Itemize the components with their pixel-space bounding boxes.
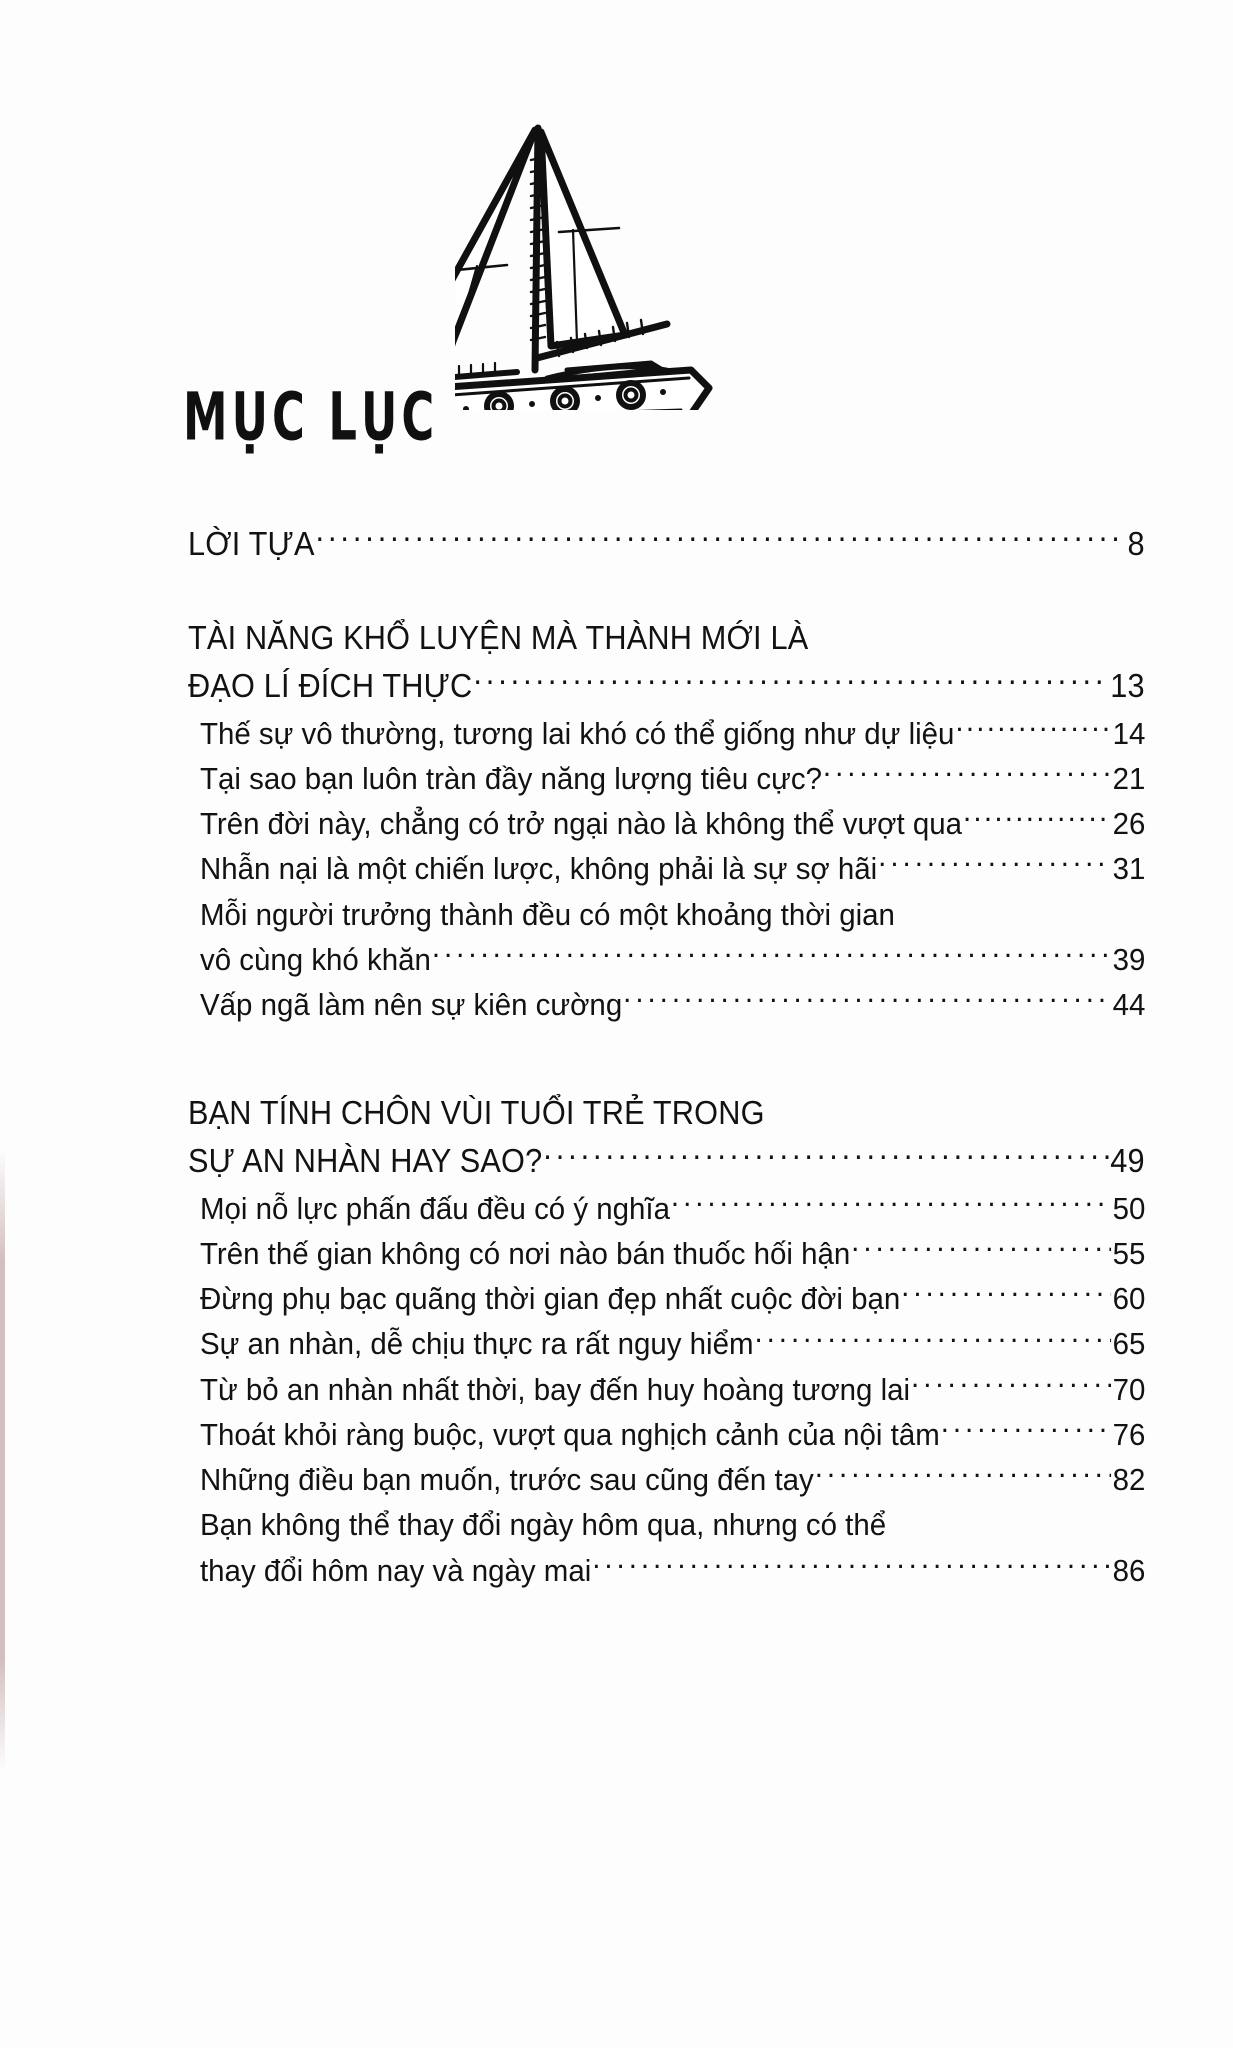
toc-entry[interactable] xyxy=(0,520,1233,568)
toc-header xyxy=(0,0,1233,500)
toc-entry-label: Sự an nhàn, dễ chịu thực ra rất nguy hiểm xyxy=(200,1326,754,1362)
toc-page-number: 8 xyxy=(1127,525,1145,562)
spacer xyxy=(0,1027,1233,1089)
toc-entry[interactable] xyxy=(0,801,1233,846)
dot-leader xyxy=(955,713,1110,744)
toc-line xyxy=(200,801,1145,846)
dot-leader xyxy=(316,522,1126,555)
toc-page-number: 14 xyxy=(1112,715,1146,751)
toc-line xyxy=(200,1457,1145,1502)
toc-page-number: 26 xyxy=(1112,806,1146,842)
toc-entry[interactable] xyxy=(0,1457,1233,1502)
toc-entry[interactable] xyxy=(0,982,1233,1027)
toc-entry[interactable] xyxy=(0,1321,1233,1366)
toc-entry[interactable] xyxy=(0,756,1233,801)
toc-line xyxy=(200,1186,1145,1231)
dot-leader xyxy=(473,664,1108,697)
toc-entry[interactable] xyxy=(0,711,1233,756)
toc-entry-label: Trên đời này, chẳng có trở ngại nào là không thể vượt qua xyxy=(200,806,963,842)
toc-entry-label: Từ bỏ an nhàn nhất thời, bay đến huy hoàng tương lai xyxy=(200,1371,911,1407)
toc-entry[interactable] xyxy=(0,1367,1233,1412)
toc-entry-label: Tại sao bạn luôn tràn đầy năng lượng tiêu cực? xyxy=(200,760,822,796)
toc-line xyxy=(200,1276,1145,1321)
toc-entry-label: TÀI NĂNG KHỔ LUYỆN MÀ THÀNH MỚI LÀ xyxy=(188,619,809,657)
toc-line xyxy=(188,614,1145,662)
toc-line xyxy=(200,1321,1145,1366)
dot-leader xyxy=(823,758,1111,789)
toc-line xyxy=(188,520,1145,568)
toc-line xyxy=(200,892,1145,937)
toc-entry[interactable] xyxy=(0,1276,1233,1321)
page-title: MỤC LỤC xyxy=(183,379,439,456)
toc-page-number: 82 xyxy=(1112,1462,1146,1498)
dot-leader xyxy=(543,1139,1108,1172)
toc-line xyxy=(200,1367,1145,1412)
dot-leader xyxy=(754,1323,1110,1354)
toc-page-number: 55 xyxy=(1112,1235,1146,1271)
toc-line xyxy=(200,982,1145,1027)
table-of-contents xyxy=(0,520,1233,1593)
dot-leader xyxy=(592,1550,1110,1581)
toc-entry-label: Nhẫn nại là một chiến lược, không phải là sự sợ hãi xyxy=(200,851,878,887)
dot-leader xyxy=(815,1459,1111,1490)
toc-page-number: 21 xyxy=(1112,760,1146,796)
dot-leader xyxy=(941,1414,1111,1445)
toc-line xyxy=(188,1137,1145,1185)
toc-entry[interactable] xyxy=(0,614,1233,710)
toc-page-number: 39 xyxy=(1112,941,1146,977)
toc-entry-label: thay đổi hôm nay và ngày mai xyxy=(200,1552,592,1588)
toc-line xyxy=(200,1502,1145,1547)
toc-entry-label: Vấp ngã làm nên sự kiên cường xyxy=(200,987,623,1023)
toc-entry-label: LỜI TỰA xyxy=(188,525,315,562)
toc-page-number: 86 xyxy=(1112,1552,1146,1588)
toc-page-number: 13 xyxy=(1110,667,1145,705)
toc-line xyxy=(200,846,1145,891)
toc-page-number: 60 xyxy=(1112,1281,1146,1317)
sailboat-illustration xyxy=(455,120,785,410)
toc-line xyxy=(188,1089,1145,1137)
toc-entry-label: Thoát khỏi ràng buộc, vượt qua nghịch cảnh của nội tâm xyxy=(200,1416,940,1452)
toc-entry-label: Thế sự vô thường, tương lai khó có thể giống như dự liệu xyxy=(200,715,955,751)
dot-leader xyxy=(671,1188,1111,1219)
toc-entry-label: SỰ AN NHÀN HAY SAO? xyxy=(188,1142,543,1180)
dot-leader xyxy=(911,1369,1111,1400)
toc-entry-label: Đừng phụ bạc quãng thời gian đẹp nhất cuộc đời bạn xyxy=(200,1281,901,1317)
dot-leader xyxy=(901,1278,1111,1309)
toc-entry[interactable] xyxy=(0,1186,1233,1231)
toc-entry-label: vô cùng khó khăn xyxy=(200,941,431,977)
dot-leader xyxy=(623,984,1111,1015)
toc-entry-label: Mỗi người trưởng thành đều có một khoảng thời gian xyxy=(200,896,895,932)
toc-entry-label: Bạn không thể thay đổi ngày hôm qua, nhưng có thể xyxy=(200,1507,887,1543)
dot-leader xyxy=(878,848,1110,879)
toc-entry[interactable] xyxy=(0,1231,1233,1276)
dot-leader xyxy=(432,939,1111,970)
toc-line xyxy=(200,1412,1145,1457)
sailboat-icon xyxy=(455,120,785,410)
toc-entry-label: ĐẠO LÍ ĐÍCH THỰC xyxy=(188,667,473,705)
toc-line xyxy=(200,937,1145,982)
dot-leader xyxy=(851,1233,1110,1264)
toc-page-number: 31 xyxy=(1112,851,1146,887)
toc-line xyxy=(200,756,1145,801)
toc-page-number: 49 xyxy=(1110,1142,1145,1180)
toc-page-number: 44 xyxy=(1112,987,1146,1023)
toc-page-number: 50 xyxy=(1112,1190,1146,1226)
toc-page-number: 65 xyxy=(1112,1326,1146,1362)
dot-leader xyxy=(963,803,1111,834)
toc-line xyxy=(200,1548,1145,1593)
toc-entry-label: BẠN TÍNH CHÔN VÙI TUỔI TRẺ TRONG xyxy=(188,1094,765,1132)
toc-entry[interactable] xyxy=(0,1502,1233,1593)
toc-page-number: 76 xyxy=(1112,1416,1146,1452)
toc-line xyxy=(188,662,1145,710)
toc-entry-label: Mọi nỗ lực phấn đấu đều có ý nghĩa xyxy=(200,1190,670,1226)
toc-entry[interactable] xyxy=(0,846,1233,891)
toc-line xyxy=(200,1231,1145,1276)
spacer xyxy=(0,568,1233,614)
toc-entry-label: Những điều bạn muốn, trước sau cũng đến tay xyxy=(200,1462,814,1498)
toc-entry[interactable] xyxy=(0,1089,1233,1185)
toc-page-number: 70 xyxy=(1112,1371,1146,1407)
toc-line xyxy=(200,711,1145,756)
toc-entry-label: Trên thế gian không có nơi nào bán thuốc hối hận xyxy=(200,1235,851,1271)
toc-entry[interactable] xyxy=(0,1412,1233,1457)
toc-entry[interactable] xyxy=(0,892,1233,983)
